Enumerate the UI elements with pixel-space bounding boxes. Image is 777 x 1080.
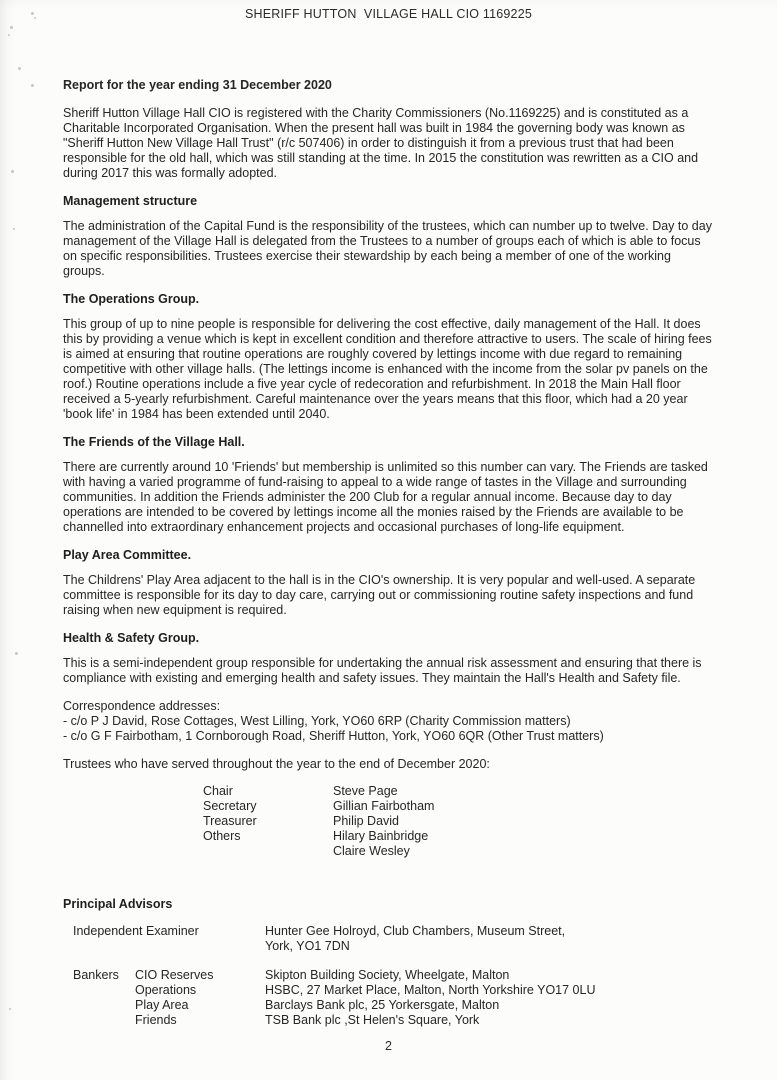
section-body-health-safety-group: This is a semi-independent group responsible for undertaking the annual risk assessment and ensuring that there is compliance with existing and emerging health and safety issues. They maintain the Hall's Health and Safety file. bbox=[63, 656, 702, 685]
section-body-operations-group: This group of up to nine people is responsible for delivering the cost effective, daily management of the Hall. It does this by providing a venue which is kept in excellent condition and therefore attractive to users. The scale of hiring fees is aimed at ensuring that routine operations are roughly covered by lettings income with due regard to remaining competitive with other village halls. (The lettings income is enhanced with the income from the solar pv panels on the roof.) Routine operations include a five year cycle of redecoration and refurbishment. In 2018 the Main Hall floor received a 5-yearly refurbishment. Careful maintenance over the years means that this floor, which had a 20 year 'book life' in 1984 has been extended until 2040. bbox=[63, 317, 712, 421]
scan-speck bbox=[31, 84, 34, 87]
trustee-row bbox=[203, 784, 715, 799]
trustees-intro: Trustees who have served throughout the year to the end of December 2020: bbox=[63, 757, 490, 771]
bankers-block bbox=[73, 968, 715, 1028]
page-number: 2 bbox=[385, 1039, 392, 1053]
trustee-role: Others bbox=[203, 829, 241, 843]
scan-speck bbox=[15, 652, 18, 655]
banker-bank: Barclays Bank plc, 25 Yorkersgate, Malton bbox=[265, 998, 500, 1012]
scan-speck bbox=[11, 170, 14, 173]
banker-bank: HSBC, 27 Market Place, Malton, North Yorkshire YO17 0LU bbox=[265, 983, 596, 997]
scan-speck bbox=[9, 1008, 11, 1010]
trustees-table bbox=[203, 784, 715, 859]
trustee-role: Treasurer bbox=[203, 814, 257, 828]
independent-examiner-address bbox=[265, 924, 715, 954]
section-heading-friends-of-village-hall: The Friends of the Village Hall. bbox=[63, 435, 245, 449]
section-heading-operations-group: The Operations Group. bbox=[63, 292, 200, 306]
section-body-friends-of-village-hall: There are currently around 10 'Friends' but membership is unlimited so this number can vary. The Friends are tasked with having a varied programme of fund-raising to appeal to a wide range of tastes in the Village and surrounding communities. In addition the Friends administer the 200 Club for a regular annual income. Because day to day operations are intended to be covered by lettings income all the monies raised by the Friends are available to be channelled into extraordinary enhancement projects and occasional purchases of long-life equipment. bbox=[63, 460, 708, 534]
section-heading-play-area-committee: Play Area Committee. bbox=[63, 548, 192, 562]
correspondence-addresses bbox=[63, 699, 715, 744]
independent-examiner-label: Independent Examiner bbox=[73, 924, 199, 938]
scan-speck bbox=[18, 67, 21, 70]
trustee-row bbox=[203, 829, 715, 844]
section-body-play-area-committee: The Childrens' Play Area adjacent to the hall is in the CIO's ownership. It is very popular and well-used. A separate committee is responsible for its day to day care, carrying out or commissioning routine safety inspections and fund raising when new equipment is required. bbox=[63, 573, 696, 617]
banker-account: Friends bbox=[135, 1013, 177, 1027]
scan-speck bbox=[8, 34, 10, 36]
trustee-name: Gillian Fairbotham bbox=[333, 799, 435, 813]
principal-advisors-heading: Principal Advisors bbox=[63, 897, 173, 911]
banker-account: Operations bbox=[135, 983, 197, 997]
trustee-role: Secretary bbox=[203, 799, 257, 813]
section-heading-health-safety-group: Health & Safety Group. bbox=[63, 631, 200, 645]
trustee-row bbox=[203, 799, 715, 814]
principal-advisors-block bbox=[63, 924, 715, 1028]
trustee-name: Claire Wesley bbox=[333, 844, 410, 858]
document-header: SHERIFF HUTTON VILLAGE HALL CIO 1169225 bbox=[244, 7, 533, 21]
trustee-name: Philip David bbox=[333, 814, 400, 828]
independent-examiner-address-line2: York, YO1 7DN bbox=[265, 939, 350, 953]
independent-examiner-address-line1: Hunter Gee Holroyd, Club Chambers, Museum Street, bbox=[265, 924, 566, 938]
trustee-row bbox=[203, 814, 715, 829]
trustee-role bbox=[203, 844, 333, 859]
banker-bank: TSB Bank plc ,St Helen's Square, York bbox=[265, 1013, 480, 1027]
bankers-label: Bankers bbox=[73, 968, 119, 982]
banker-account: Play Area bbox=[135, 998, 189, 1012]
scan-speck bbox=[13, 228, 15, 230]
correspondence-address-2: - c/o G F Fairbotham, 1 Cornborough Road, Sheriff Hutton, York, YO60 6QR (Other Trust matters) bbox=[63, 729, 604, 743]
scan-speck bbox=[10, 26, 13, 29]
banker-bank: Skipton Building Society, Wheelgate, Malton bbox=[265, 968, 510, 982]
trustee-name: Hilary Bainbridge bbox=[333, 829, 429, 843]
section-heading-management-structure: Management structure bbox=[63, 194, 198, 208]
trustee-role: Chair bbox=[203, 784, 233, 798]
correspondence-label: Correspondence addresses: bbox=[63, 699, 221, 713]
independent-examiner-row bbox=[73, 924, 715, 954]
banker-account: CIO Reserves bbox=[135, 968, 214, 982]
trustee-row bbox=[203, 844, 715, 859]
document-body bbox=[63, 78, 715, 1028]
correspondence-address-1: - c/o P J David, Rose Cottages, West Lilling, York, YO60 6RP (Charity Commission matters) bbox=[63, 714, 571, 728]
intro-paragraph: Sheriff Hutton Village Hall CIO is registered with the Charity Commissioners (No.1169225) and is constituted as a Charitable Incorporated Organisation. When the present hall was built in 1984 the governing body was known as "Sheriff Hutton New Village Hall Trust" (r/c 507406) in order to distinguish it from a previous trust that had been responsible for the old hall, which was still standing at the time. In 2015 the constitution was rewritten as a CIO and during 2017 this was formally adopted. bbox=[63, 106, 699, 180]
section-body-management-structure: The administration of the Capital Fund is the responsibility of the trustees, which can number up to twelve. Day to day management of the Village Hall is delegated from the Trustees to a number of groups each of which is able to focus on specific responsibilities. Trustees exercise their stewardship by each being a member of one of the working groups. bbox=[63, 219, 712, 278]
bankers-rows bbox=[135, 968, 715, 1028]
report-title: Report for the year ending 31 December 2020 bbox=[63, 78, 332, 92]
trustee-name: Steve Page bbox=[333, 784, 398, 798]
